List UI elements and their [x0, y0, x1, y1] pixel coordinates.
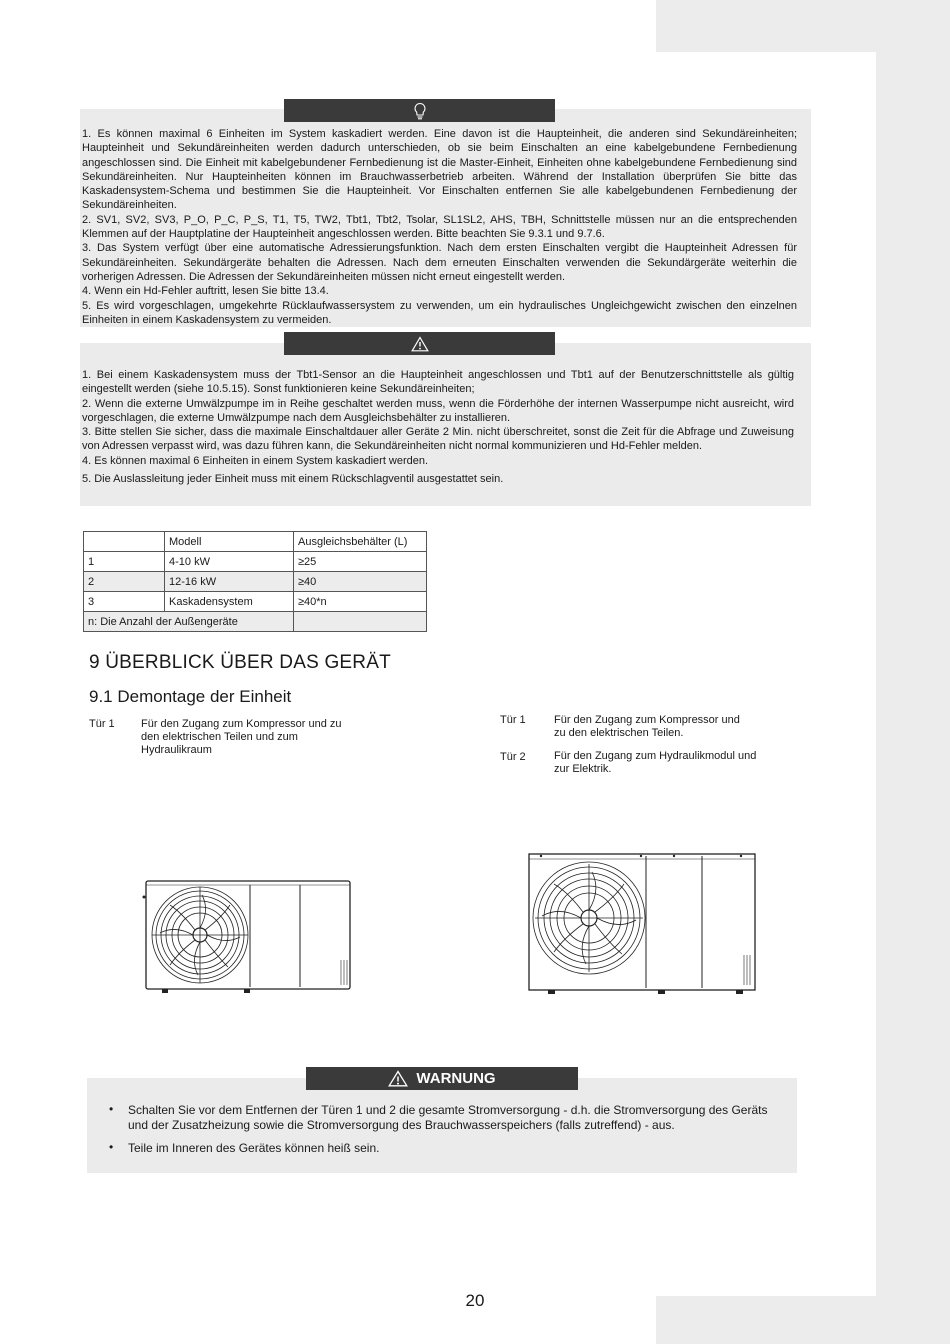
table-cell: 1	[84, 552, 165, 572]
table-header-row	[84, 532, 427, 552]
page-side-band	[876, 52, 950, 1296]
warning-header	[306, 1067, 578, 1090]
note-item: 2. Wenn die externe Umwälzpumpe im in Reihe geschaltet werden muss, wenn die Förderhöhe der internen Wasserpumpe nicht ausreicht, wird vorgeschlagen, die externe Umwälzpumpe nach dem Ausgleichsbehälter zu installieren.	[82, 397, 794, 424]
note-item: 3. Das System verfügt über eine automatische Adressierungsfunktion. Nach dem ersten Einschalten vergibt die Haupteinheit Adressen für Sekundäreinheiten. Sekundärgeräte behalten die Adressen. Nach dem erneuten Einschalten verwenden die Sekundärgeräte weiterhin die vorherigen Adressen. Die Adressen der Sekundäreinheiten müssen nicht erneut eingestellt werden.	[82, 242, 797, 283]
section-title: 9 ÜBERBLICK ÜBER DAS GERÄT	[89, 652, 391, 673]
door-text-line: zur Elektrik.	[554, 763, 612, 775]
door-label: Tür 2	[500, 751, 526, 763]
note-item: 1. Es können maximal 6 Einheiten im System kaskadiert werden. Eine davon ist die Haupteinheit, die anderen sind Sekundäreinheiten; Haupteinheit und Sekundäreinheiten werden dadurch unterschieden, ob sie beim Einschalten an eine kabelgebundene Fernbedienung angeschlossen sind. Die Einheit mit kabelgebundener Fernbedienung ist die Master-Einheit, Einheiten ohne kabelgebundene Fernbedienung sind Sekundäreinheiten. Nur Haupteinheiten können im Brauchwasserbetrieb arbeiten. Während der Installation überprüfen Sie bitte das Kaskadensystem-Schema und bestimmen Sie die Haupteinheit. Vor Einschalten entfernen Sie alle kabelgebundenen Fernbedienung der Sekundäreinheiten.	[82, 128, 797, 212]
table-cell: 12-16 kW	[165, 572, 294, 592]
page-corner-tab-top	[656, 0, 950, 52]
warning-title: WARNUNG	[416, 1070, 496, 1087]
table-cell: Kaskadensystem	[165, 592, 294, 612]
outdoor-unit-large-illustration	[526, 850, 758, 996]
table-row	[84, 572, 427, 592]
section-subtitle: 9.1 Demontage der Einheit	[89, 687, 292, 706]
warning-item-text: Schalten Sie vor dem Entfernen der Türen 1 und 2 die gesamte Stromversorgung - d.h. die Stromversorgung des Geräts und der Zusatzheizung sowie die Stromversorgung des Brauchwasserspeichers (falls zutreffend) - aus.	[128, 1103, 768, 1132]
warning-triangle-icon	[388, 1070, 408, 1087]
bullet-icon: •	[109, 1140, 114, 1154]
door-text-line: Hydraulikraum	[141, 744, 212, 756]
page-number: 20	[465, 1291, 485, 1310]
table-cell: 2	[84, 572, 165, 592]
door-text-line: den elektrischen Teilen und zum	[141, 731, 298, 743]
note-item: 4. Es können maximal 6 Einheiten in einem System kaskadiert werden.	[82, 454, 429, 467]
table-cell: ≥40*n	[294, 592, 427, 612]
bullet-icon: •	[109, 1102, 114, 1116]
note-item: 5. Es wird vorgeschlagen, umgekehrte Rücklaufwassersystem zu verwenden, um ein hydraulisches Ungleichgewicht zwischen den einzelnen Einheiten in einem Kaskadensystem zu vermeiden.	[82, 299, 797, 326]
warning-item	[109, 1141, 779, 1156]
warning-item-text: Teile im Inneren des Gerätes können heiß sein.	[128, 1141, 380, 1155]
door-text-line: Für den Zugang zum Kompressor und	[554, 714, 740, 726]
note-item: 5. Die Auslassleitung jeder Einheit muss mit einem Rückschlagventil ausgestattet sein.	[82, 473, 504, 486]
table-footnote: n: Die Anzahl der Außengeräte	[84, 612, 294, 632]
table-cell	[294, 612, 427, 632]
buffer-tank-table	[83, 531, 427, 632]
table-cell: 4-10 kW	[165, 552, 294, 572]
note-header-caution	[284, 332, 555, 355]
note-item: 3. Bitte stellen Sie sicher, dass die maximale Einschaltdauer aller Geräte 2 Min. nicht überschreitet, sonst die Zeit für die Abfrage und Zuweisung von Adressen verpasst wird, was dazu führen kann, die Sekundäreinheiten nicht normal kommunizieren und Hd-Fehler melden.	[82, 426, 794, 453]
warning-item	[109, 1103, 779, 1133]
warning-triangle-icon	[411, 336, 429, 352]
door-description	[500, 750, 800, 778]
door-label: Tür 1	[500, 714, 526, 726]
door-text-line: zu den elektrischen Teilen.	[554, 727, 684, 739]
table-footnote-row	[84, 612, 427, 632]
door-description	[89, 718, 389, 758]
door-description	[500, 714, 800, 742]
table-header-cell	[84, 532, 165, 552]
door-label: Tür 1	[89, 718, 115, 730]
note-header-info	[284, 99, 555, 122]
table-header-cell: Ausgleichsbehälter (L)	[294, 532, 427, 552]
door-text-line: Für den Zugang zum Hydraulikmodul und	[554, 750, 757, 762]
note-item: 4. Wenn ein Hd-Fehler auftritt, lesen Sie bitte 13.4.	[82, 285, 329, 298]
table-cell: 3	[84, 592, 165, 612]
note-item: 2. SV1, SV2, SV3, P_O, P_C, P_S, T1, T5, TW2, Tbt1, Tbt2, Tsolar, SL1SL2, AHS, TBH, Schnittstelle müssen nur an die entsprechenden Klemmen auf der Hauptplatine der Haupteinheit angeschlossen werden. Bitte beachten Sie 9.3.1 und 9.7.6.	[82, 213, 797, 241]
table-header-cell: Modell	[165, 532, 294, 552]
lightbulb-icon	[413, 102, 427, 120]
door-text-line: Für den Zugang zum Kompressor und zu	[141, 718, 342, 730]
table-cell: ≥40	[294, 572, 427, 592]
table-cell: ≥25	[294, 552, 427, 572]
note-item: 1. Bei einem Kaskadensystem muss der Tbt1-Sensor an die Haupteinheit angeschlossen und Tbt1 auf der Benutzerschnittstelle als gültig eingestellt werden (siehe 10.5.15). Sonst funktionieren keine Sekundäreinheiten;	[82, 369, 794, 396]
table-row	[84, 592, 427, 612]
note-text-info	[82, 127, 797, 327]
note-text-caution	[82, 368, 794, 486]
table-row	[84, 552, 427, 572]
outdoor-unit-small-illustration	[140, 875, 356, 995]
